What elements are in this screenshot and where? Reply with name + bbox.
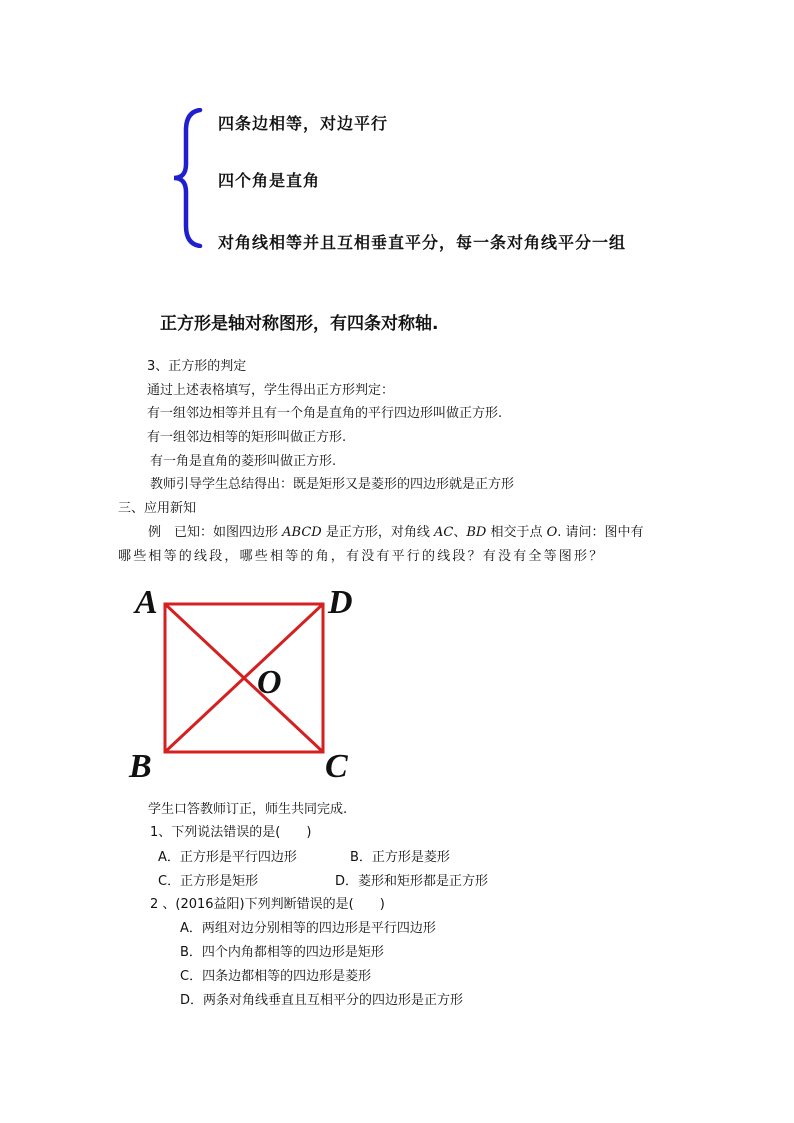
example-sep: 、 [453,525,467,540]
square-figure [163,602,325,754]
example-o: O [546,525,558,540]
q1-option-c: C．正方形是矩形 [158,874,259,889]
brace-icon [170,108,210,248]
section3-rule1: 有一组邻边相等并且有一个角是直角的平行四边形叫做正方形. [147,406,503,421]
brace-item-3: 对角线相等并且互相垂直平分，每一条对角线平分一组 [218,233,627,252]
example-text-3: 相交于点 [486,525,547,540]
example-line-2: 哪些相等的线段，哪些相等的角，有没有平行的线段？有没有全等图形？ [118,549,605,564]
vertex-label-a: A [135,584,158,621]
section3-intro: 通过上述表格填写，学生得出正方形判定： [147,383,395,398]
section3-title: 3、正方形的判定 [147,359,247,374]
q2-option-a: A．两组对边分别相等的四边形是平行四边形 [180,921,436,936]
brace-item-2: 四个角是直角 [218,171,321,190]
section3-summary: 教师引导学生总结得出：既是矩形又是菱形的四边形就是正方形 [150,477,515,492]
q2-stem: 2 、(2016益阳)下列判断错误的是( ) [150,897,385,912]
after-figure-note: 学生口答教师订正，师生共同完成. [148,802,348,817]
part3-title: 三、应用新知 [118,501,197,516]
q1-option-a: A．正方形是平行四边形 [158,850,297,865]
vertex-label-b: B [129,748,152,785]
brace-item-1: 四条边相等，对边平行 [218,114,389,133]
q1-option-b: B．正方形是菱形 [350,850,450,865]
example-text-2: 是正方形，对角线 [321,525,434,540]
vertex-label-d: D [328,584,353,621]
q2-option-c: C．四条边都相等的四边形是菱形 [180,969,372,984]
example-text-4: . 请问：图中有 [557,525,644,540]
example-bd: BD [466,525,487,540]
vertex-label-c: C [325,748,348,785]
section3-rule2: 有一组邻边相等的矩形叫做正方形. [147,430,347,445]
section3-rule3: 有一角是直角的菱形叫做正方形. [150,454,337,469]
q2-option-d: D．两条对角线垂直且互相平分的四边形是正方形 [180,993,464,1008]
q1-option-d: D．菱形和矩形都是正方形 [335,874,489,889]
q1-stem: 1、下列说法错误的是( ) [150,825,312,840]
axis-symmetry-heading: 正方形是轴对称图形，有四条对称轴. [160,314,439,334]
example-abcd: ABCD [282,525,322,540]
vertex-label-o: O [257,664,282,701]
example-ac: AC [433,525,454,540]
example-text-1: 例 已知：如图四边形 [148,525,283,540]
q2-option-b: B．四个内角都相等的四边形是矩形 [180,945,384,960]
example-line-1 [148,521,644,540]
